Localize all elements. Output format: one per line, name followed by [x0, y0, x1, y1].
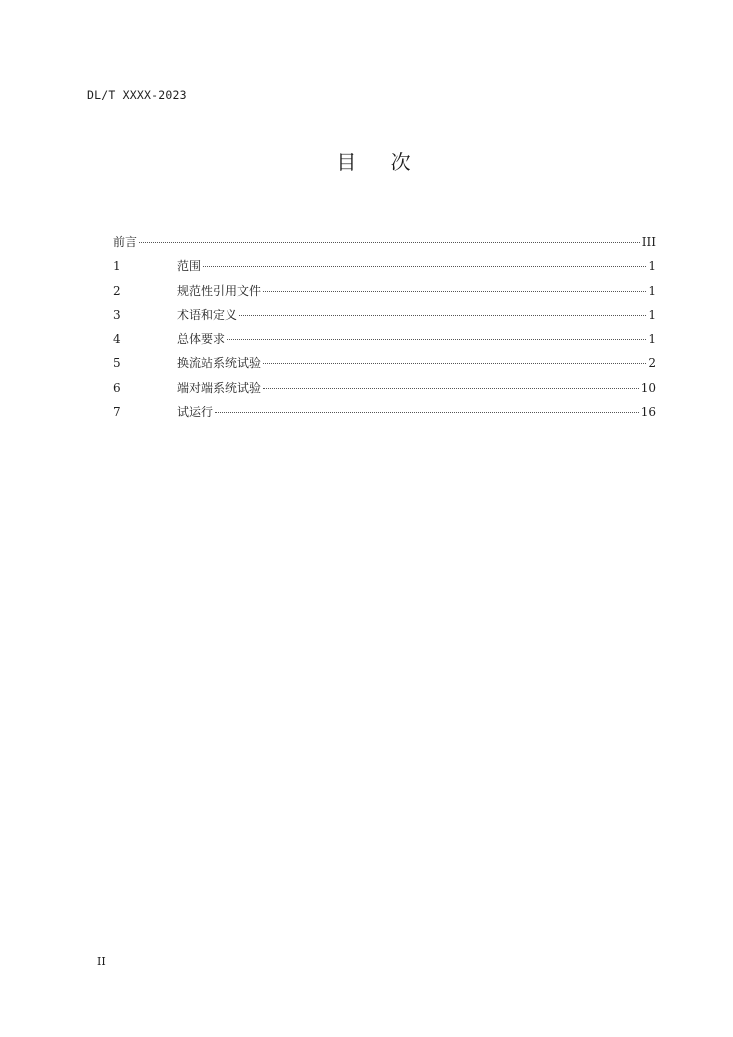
toc-entry-page: 10 [640, 380, 656, 395]
toc-entry-page: III [641, 235, 656, 249]
toc-leader-dots [263, 291, 646, 292]
toc-entry-general-requirements[interactable] [113, 327, 656, 351]
toc-entry-end-to-end-tests[interactable] [113, 376, 656, 400]
toc-entry-number: 1 [113, 259, 121, 274]
page-number: II [97, 955, 106, 968]
page-title: 目 次 [336, 150, 425, 174]
toc-entry-page: 1 [648, 259, 656, 274]
toc-entry-title: 换流站系统试验 [177, 356, 262, 371]
toc-entry-scope[interactable] [113, 254, 656, 278]
toc-entry-page: 1 [648, 307, 656, 322]
toc-entry-title: 范围 [177, 259, 202, 274]
toc-entry-number: 2 [113, 283, 121, 298]
toc-entry-title: 总体要求 [177, 332, 226, 347]
toc-entry-page: 2 [648, 356, 656, 371]
toc-entry-number: 5 [113, 356, 121, 371]
toc-leader-dots [139, 242, 640, 243]
toc-entry-page: 1 [648, 283, 656, 298]
toc-entry-terms-definitions[interactable] [113, 303, 656, 327]
toc-leader-dots [215, 412, 639, 413]
toc-entry-number: 4 [113, 332, 121, 347]
toc-leader-dots [263, 388, 639, 389]
toc-entry-normative-references[interactable] [113, 279, 656, 303]
toc-entry-number: 6 [113, 380, 121, 395]
table-of-contents [113, 230, 656, 424]
document-code: DL/T XXXX-2023 [87, 88, 187, 102]
toc-entry-number: 3 [113, 307, 121, 322]
toc-entry-title: 前言 [113, 235, 138, 249]
toc-entry-page: 16 [640, 405, 656, 420]
toc-entry-converter-station-tests[interactable] [113, 351, 656, 375]
toc-entry-page: 1 [648, 332, 656, 347]
toc-entry-number: 7 [113, 405, 121, 420]
toc-leader-dots [239, 315, 646, 316]
toc-entry-foreword[interactable] [113, 230, 656, 254]
toc-leader-dots [203, 266, 646, 267]
toc-entry-trial-operation[interactable] [113, 400, 656, 424]
toc-leader-dots [227, 339, 646, 340]
toc-entry-title: 试运行 [177, 405, 214, 420]
toc-entry-title: 规范性引用文件 [177, 283, 262, 298]
toc-entry-title: 术语和定义 [177, 307, 238, 322]
toc-entry-title: 端对端系统试验 [177, 380, 262, 395]
toc-leader-dots [263, 363, 646, 364]
